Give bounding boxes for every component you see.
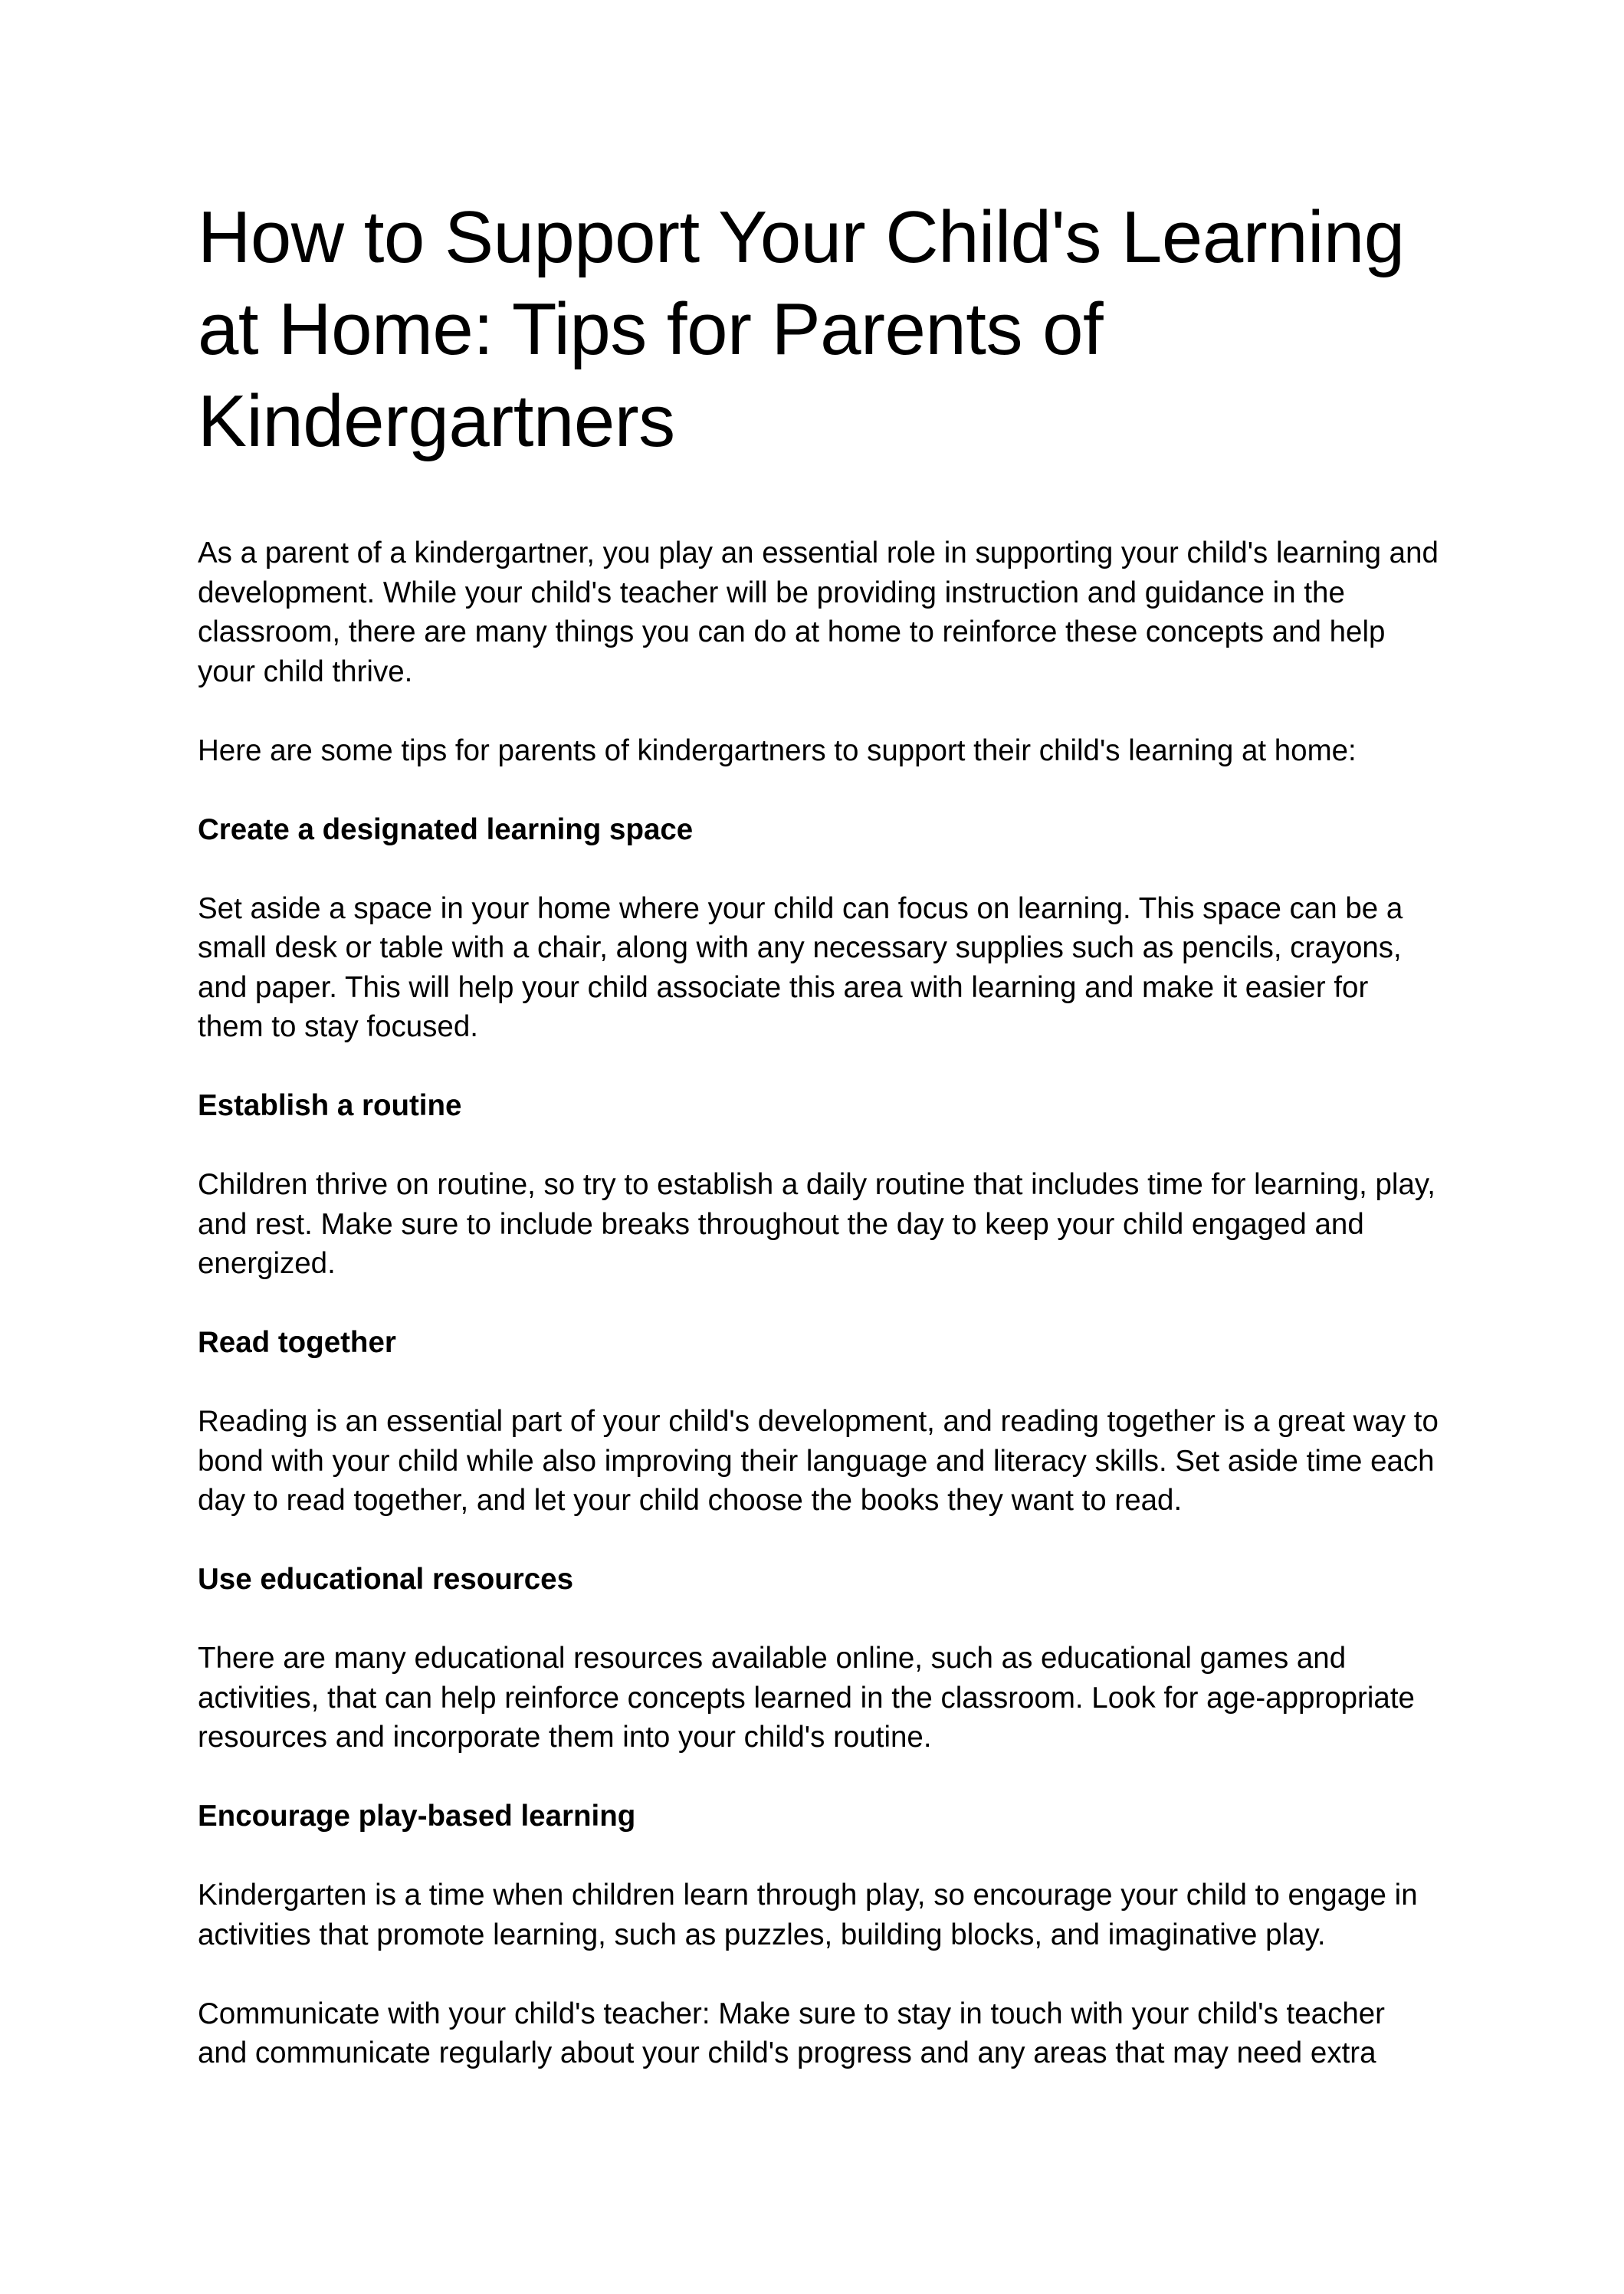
document-title: How to Support Your Child's Learning at Home: Tips for Parents of Kindergartners (198, 196, 1405, 462)
intro-paragraph: As a parent of a kindergartner, you play an essential role in supporting your child's learning and development. While your child's teacher will be providing instruction and guidance in the classroom, there are many things you can do at home to reinforce these concepts and help your child thrive. (198, 537, 1439, 688)
section-heading-learning-space: Create a designated learning space (198, 812, 694, 846)
lead-in-paragraph: Here are some tips for parents of kindergartners to support their child's learning at home: (198, 733, 1357, 767)
section-body-learning-space: Set aside a space in your home where your child can focus on learning. This space can be a small desk or table with a chair, along with any necessary supplies such as pencils, crayons, and paper. This will help your child associate this area with learning and make it easier for them to stay focused. (198, 891, 1403, 1043)
section-heading-play-based-learning: Encourage play-based learning (198, 1800, 636, 1833)
document-page (198, 192, 1439, 2112)
section-heading-educational-resources: Use educational resources (198, 1563, 574, 1596)
section-heading-routine: Establish a routine (198, 1089, 462, 1122)
closing-paragraph: Communicate with your child's teacher: Make sure to stay in touch with your child's teacher and communicate regularly about your child's progress and any areas that may need extra (198, 1997, 1385, 2069)
section-body-routine: Children thrive on routine, so try to establish a daily routine that includes time for learning, play, and rest. Make sure to include breaks throughout the day to keep your child engaged and energized. (198, 1168, 1435, 1280)
section-body-read-together: Reading is an essential part of your child's development, and reading together is a great way to bond with your child while also improving their language and literacy skills. Set aside time each day to read together, and let your child choose the books they want to read. (198, 1405, 1439, 1517)
section-heading-read-together: Read together (198, 1326, 396, 1359)
section-body-play-based-learning: Kindergarten is a time when children learn through play, so encourage your child to engage in activities that promote learning, such as puzzles, building blocks, and imaginative play. (198, 1879, 1418, 1951)
section-body-educational-resources: There are many educational resources available online, such as educational games and activities, that can help reinforce concepts learned in the classroom. Look for age-appropriate resources and incorporate them into your child's routine. (198, 1642, 1415, 1754)
